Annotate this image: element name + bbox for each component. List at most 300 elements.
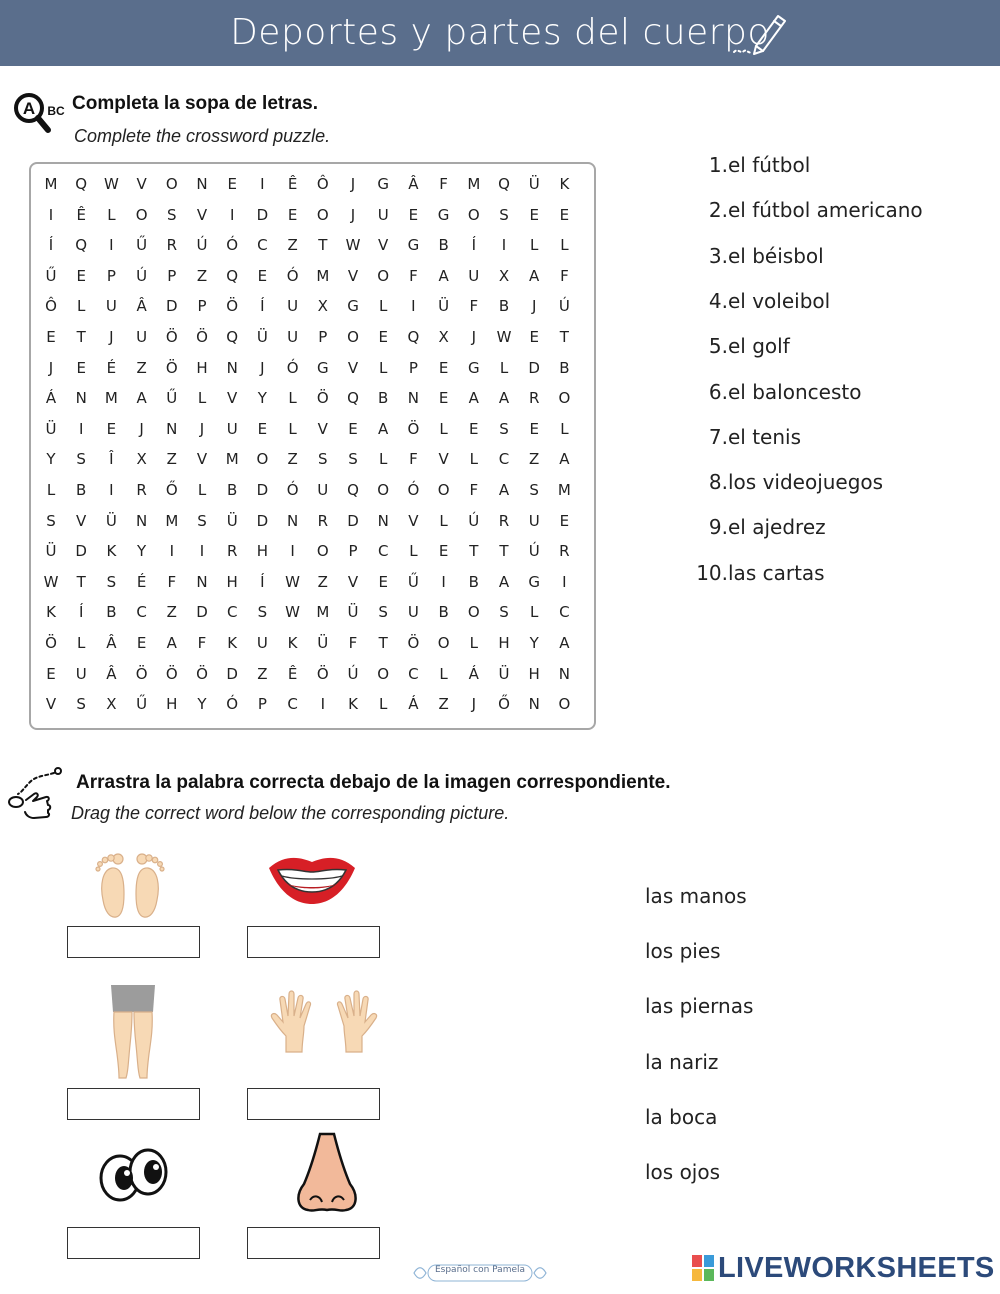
grid-letter[interactable]: F: [348, 634, 358, 652]
grid-letter[interactable]: E: [529, 328, 539, 346]
grid-letter[interactable]: F: [197, 634, 207, 652]
grid-letter[interactable]: Z: [166, 603, 177, 622]
grid-letter[interactable]: U: [226, 419, 238, 438]
grid-letter[interactable]: E: [559, 511, 570, 530]
grid-letter[interactable]: L: [560, 236, 569, 255]
answer-box-hands[interactable]: [247, 1088, 380, 1120]
grid-letter[interactable]: E: [438, 358, 449, 377]
grid-letter[interactable]: E: [469, 419, 479, 438]
grid-letter[interactable]: I: [501, 236, 507, 255]
grid-letter[interactable]: L: [379, 358, 388, 377]
grid-letter[interactable]: Ü: [438, 297, 450, 316]
grid-letter[interactable]: T: [469, 542, 479, 561]
grid-letter[interactable]: Í: [78, 603, 84, 622]
grid-letter[interactable]: Q: [75, 175, 88, 193]
grid-letter[interactable]: K: [348, 695, 358, 714]
grid-letter[interactable]: V: [136, 175, 147, 193]
grid-letter[interactable]: Ê: [76, 205, 86, 224]
grid-letter[interactable]: F: [409, 450, 418, 469]
grid-letter[interactable]: Ű: [407, 572, 419, 591]
grid-letter[interactable]: K: [559, 175, 570, 193]
grid-letter[interactable]: Ö: [165, 664, 178, 683]
grid-letter[interactable]: G: [377, 175, 389, 193]
grid-letter[interactable]: Ô: [45, 297, 57, 316]
grid-letter[interactable]: Ó: [226, 236, 239, 255]
grid-letter[interactable]: Â: [408, 175, 419, 193]
grid-letter[interactable]: D: [166, 297, 178, 316]
grid-letter[interactable]: Y: [529, 634, 539, 652]
grid-letter[interactable]: O: [316, 205, 329, 224]
grid-letter[interactable]: D: [196, 603, 208, 622]
grid-letter[interactable]: M: [467, 175, 481, 193]
grid-letter[interactable]: C: [408, 664, 419, 683]
grid-letter[interactable]: L: [197, 481, 207, 499]
grid-letter[interactable]: A: [438, 266, 449, 285]
grid-letter[interactable]: D: [256, 481, 269, 499]
grid-letter[interactable]: G: [437, 205, 450, 224]
grid-letter[interactable]: T: [76, 572, 86, 591]
grid-letter[interactable]: L: [379, 695, 388, 714]
grid-letter[interactable]: E: [529, 419, 539, 438]
grid-letter[interactable]: O: [558, 389, 571, 408]
grid-letter[interactable]: Ô: [316, 175, 329, 193]
grid-letter[interactable]: Â: [106, 634, 117, 652]
grid-letter[interactable]: Í: [48, 236, 54, 255]
grid-letter[interactable]: O: [165, 175, 178, 193]
grid-letter[interactable]: Z: [257, 664, 268, 683]
grid-letter[interactable]: W: [103, 175, 119, 193]
grid-letter[interactable]: H: [256, 542, 269, 561]
grid-letter[interactable]: Ú: [196, 236, 208, 255]
grid-letter[interactable]: C: [377, 542, 389, 561]
grid-letter[interactable]: T: [378, 634, 388, 652]
grid-letter[interactable]: I: [199, 542, 205, 561]
grid-letter[interactable]: R: [226, 542, 238, 561]
grid-letter[interactable]: B: [438, 603, 449, 622]
grid-letter[interactable]: P: [197, 297, 207, 316]
grid-letter[interactable]: V: [438, 450, 449, 469]
grid-letter[interactable]: A: [559, 634, 570, 652]
grid-letter[interactable]: D: [347, 511, 359, 530]
grid-letter[interactable]: C: [559, 603, 570, 622]
grid-letter[interactable]: Î: [109, 450, 114, 469]
grid-letter[interactable]: U: [468, 266, 480, 285]
grid-letter[interactable]: I: [260, 175, 265, 193]
draggable-word[interactable]: las manos: [645, 884, 747, 908]
grid-letter[interactable]: S: [529, 481, 539, 499]
grid-letter[interactable]: M: [44, 175, 58, 193]
grid-letter[interactable]: L: [107, 205, 116, 224]
grid-letter[interactable]: M: [104, 389, 118, 408]
grid-letter[interactable]: N: [528, 695, 540, 714]
grid-letter[interactable]: R: [136, 481, 147, 499]
grid-letter[interactable]: U: [105, 297, 117, 316]
grid-letter[interactable]: V: [408, 511, 419, 530]
grid-letter[interactable]: L: [439, 664, 448, 683]
grid-letter[interactable]: Á: [408, 695, 419, 714]
draggable-word[interactable]: los pies: [645, 939, 721, 964]
grid-letter[interactable]: B: [106, 603, 117, 622]
grid-letter[interactable]: Z: [136, 358, 147, 377]
grid-letter[interactable]: V: [347, 266, 359, 285]
draggable-word[interactable]: los ojos: [645, 1160, 721, 1184]
grid-letter[interactable]: Ö: [226, 297, 239, 316]
grid-letter[interactable]: Z: [438, 695, 449, 714]
grid-letter[interactable]: L: [197, 389, 207, 408]
grid-letter[interactable]: I: [48, 205, 54, 224]
grid-letter[interactable]: Ű: [166, 389, 178, 408]
grid-letter[interactable]: N: [75, 389, 87, 408]
grid-letter[interactable]: J: [199, 419, 205, 438]
grid-letter[interactable]: N: [226, 358, 238, 377]
grid-letter[interactable]: G: [528, 572, 540, 591]
grid-letter[interactable]: É: [106, 358, 117, 377]
grid-letter[interactable]: E: [378, 572, 388, 591]
grid-letter[interactable]: Z: [287, 236, 298, 255]
grid-letter[interactable]: E: [76, 358, 86, 377]
grid-letter[interactable]: B: [378, 389, 389, 408]
answer-box-legs[interactable]: [67, 1088, 200, 1120]
grid-letter[interactable]: Á: [45, 389, 57, 408]
grid-letter[interactable]: O: [558, 695, 571, 714]
grid-letter[interactable]: T: [318, 236, 328, 255]
grid-letter[interactable]: Ü: [45, 419, 57, 438]
grid-letter[interactable]: K: [106, 542, 117, 561]
grid-letter[interactable]: Ê: [287, 664, 298, 683]
grid-letter[interactable]: K: [227, 634, 238, 652]
grid-letter[interactable]: J: [109, 328, 114, 346]
grid-letter[interactable]: U: [75, 664, 87, 683]
grid-letter[interactable]: I: [562, 572, 567, 591]
grid-letter[interactable]: L: [560, 419, 569, 438]
grid-letter[interactable]: B: [468, 572, 479, 591]
grid-letter[interactable]: N: [166, 419, 178, 438]
grid-letter[interactable]: G: [316, 358, 329, 377]
grid-letter[interactable]: B: [76, 481, 87, 499]
grid-letter[interactable]: I: [229, 205, 235, 224]
grid-letter[interactable]: E: [438, 542, 449, 561]
grid-letter[interactable]: I: [320, 695, 326, 714]
grid-letter[interactable]: T: [559, 328, 569, 346]
grid-letter[interactable]: H: [226, 572, 238, 591]
grid-letter[interactable]: E: [46, 664, 56, 683]
grid-letter[interactable]: E: [136, 634, 147, 652]
grid-letter[interactable]: V: [196, 205, 208, 224]
grid-letter[interactable]: E: [559, 205, 570, 224]
grid-letter[interactable]: Â: [136, 297, 147, 316]
grid-letter[interactable]: C: [257, 236, 268, 255]
liveworksheets-logo[interactable]: [692, 1252, 995, 1286]
grid-letter[interactable]: A: [468, 389, 479, 408]
grid-letter[interactable]: E: [76, 266, 86, 285]
grid-letter[interactable]: Ü: [498, 664, 510, 683]
grid-letter[interactable]: P: [167, 266, 177, 285]
grid-letter[interactable]: U: [317, 481, 329, 499]
grid-letter[interactable]: B: [438, 236, 449, 255]
grid-letter[interactable]: I: [109, 236, 114, 255]
draggable-word[interactable]: las piernas: [645, 994, 754, 1019]
grid-letter[interactable]: F: [409, 266, 418, 285]
grid-letter[interactable]: O: [347, 328, 359, 346]
grid-letter[interactable]: R: [498, 511, 510, 530]
grid-letter[interactable]: L: [77, 634, 86, 652]
grid-letter[interactable]: C: [136, 603, 147, 622]
grid-letter[interactable]: M: [557, 481, 571, 499]
grid-letter[interactable]: Ê: [287, 175, 298, 193]
grid-letter[interactable]: C: [226, 603, 238, 622]
grid-letter[interactable]: Ó: [286, 266, 299, 285]
grid-letter[interactable]: Q: [226, 266, 239, 285]
grid-letter[interactable]: A: [529, 266, 540, 285]
grid-letter[interactable]: E: [529, 205, 539, 224]
grid-letter[interactable]: Z: [529, 450, 540, 469]
grid-letter[interactable]: V: [347, 572, 359, 591]
grid-letter[interactable]: H: [196, 358, 208, 377]
grid-letter[interactable]: E: [438, 389, 449, 408]
grid-letter[interactable]: Ü: [226, 511, 238, 530]
grid-letter[interactable]: Ü: [317, 634, 329, 652]
grid-letter[interactable]: U: [407, 603, 419, 622]
grid-letter[interactable]: E: [46, 328, 56, 346]
grid-letter[interactable]: L: [469, 450, 478, 469]
grid-letter[interactable]: S: [499, 205, 509, 224]
grid-letter[interactable]: L: [379, 450, 388, 469]
grid-letter[interactable]: J: [471, 695, 477, 714]
grid-letter[interactable]: S: [76, 450, 86, 469]
grid-letter[interactable]: V: [196, 450, 208, 469]
grid-letter[interactable]: Ó: [286, 358, 299, 377]
grid-letter[interactable]: U: [256, 634, 268, 652]
grid-letter[interactable]: W: [496, 328, 512, 346]
grid-letter[interactable]: M: [165, 511, 179, 530]
answer-box-mouth[interactable]: [247, 926, 380, 958]
grid-letter[interactable]: N: [286, 511, 299, 530]
grid-letter[interactable]: E: [408, 205, 419, 224]
grid-letter[interactable]: O: [467, 205, 480, 224]
grid-letter[interactable]: L: [77, 297, 86, 316]
grid-letter[interactable]: K: [287, 634, 298, 652]
grid-letter[interactable]: B: [227, 481, 238, 499]
grid-letter[interactable]: N: [135, 511, 148, 530]
grid-letter[interactable]: Ő: [498, 695, 510, 714]
grid-letter[interactable]: Ö: [196, 328, 208, 346]
grid-letter[interactable]: Y: [137, 542, 147, 561]
grid-letter[interactable]: A: [166, 634, 177, 652]
grid-letter[interactable]: L: [530, 236, 539, 255]
grid-letter[interactable]: O: [377, 664, 390, 683]
grid-letter[interactable]: Ö: [407, 419, 420, 438]
grid-letter[interactable]: U: [287, 328, 299, 346]
grid-letter[interactable]: I: [169, 542, 175, 561]
grid-letter[interactable]: B: [559, 358, 570, 377]
grid-letter[interactable]: S: [378, 603, 388, 622]
grid-letter[interactable]: X: [136, 450, 147, 469]
grid-letter[interactable]: Ó: [286, 481, 299, 499]
draggable-word[interactable]: la nariz: [645, 1049, 719, 1074]
grid-letter[interactable]: Â: [106, 664, 117, 683]
grid-letter[interactable]: G: [347, 297, 359, 316]
grid-letter[interactable]: X: [438, 328, 449, 346]
grid-letter[interactable]: Q: [347, 389, 359, 408]
grid-letter[interactable]: I: [411, 297, 416, 316]
grid-letter[interactable]: J: [260, 358, 265, 377]
grid-letter[interactable]: O: [467, 603, 480, 622]
grid-letter[interactable]: Z: [196, 266, 208, 285]
grid-letter[interactable]: Ú: [528, 542, 540, 561]
grid-letter[interactable]: O: [437, 634, 450, 652]
grid-letter[interactable]: Ő: [165, 481, 178, 499]
grid-letter[interactable]: Ö: [316, 389, 329, 408]
grid-letter[interactable]: F: [560, 266, 569, 285]
grid-letter[interactable]: Ó: [226, 695, 239, 714]
answer-box-feet[interactable]: [67, 926, 200, 958]
grid-letter[interactable]: I: [109, 481, 114, 499]
grid-letter[interactable]: L: [409, 542, 418, 561]
grid-letter[interactable]: L: [46, 481, 56, 499]
grid-letter[interactable]: J: [471, 328, 477, 346]
grid-letter[interactable]: L: [530, 603, 539, 622]
grid-letter[interactable]: P: [318, 328, 328, 346]
grid-letter[interactable]: N: [196, 572, 208, 591]
grid-letter[interactable]: O: [377, 481, 390, 499]
grid-letter[interactable]: Ü: [347, 603, 359, 622]
grid-letter[interactable]: X: [498, 266, 510, 285]
grid-letter[interactable]: J: [350, 205, 356, 224]
grid-letter[interactable]: K: [46, 603, 56, 622]
grid-letter[interactable]: R: [528, 389, 540, 408]
grid-letter[interactable]: Ú: [468, 511, 480, 530]
grid-letter[interactable]: J: [531, 297, 537, 316]
grid-letter[interactable]: E: [287, 205, 298, 224]
grid-letter[interactable]: C: [498, 450, 510, 469]
grid-letter[interactable]: E: [257, 266, 268, 285]
grid-letter[interactable]: N: [196, 175, 208, 193]
grid-letter[interactable]: Ú: [347, 664, 359, 683]
grid-letter[interactable]: R: [166, 236, 178, 255]
grid-letter[interactable]: S: [499, 603, 509, 622]
grid-letter[interactable]: D: [226, 664, 238, 683]
grid-letter[interactable]: Q: [75, 236, 88, 255]
grid-letter[interactable]: Ö: [407, 634, 420, 652]
grid-letter[interactable]: Z: [166, 450, 177, 469]
grid-letter[interactable]: N: [377, 511, 389, 530]
grid-letter[interactable]: P: [257, 695, 267, 714]
grid-letter[interactable]: Y: [257, 389, 267, 408]
grid-letter[interactable]: G: [467, 358, 480, 377]
grid-letter[interactable]: Ó: [407, 481, 420, 499]
grid-letter[interactable]: S: [106, 572, 117, 591]
draggable-word[interactable]: la boca: [645, 1104, 718, 1129]
grid-letter[interactable]: D: [528, 358, 540, 377]
grid-letter[interactable]: V: [45, 695, 57, 714]
grid-letter[interactable]: O: [437, 481, 450, 499]
grid-letter[interactable]: Ü: [256, 328, 268, 346]
grid-letter[interactable]: L: [288, 389, 297, 408]
grid-letter[interactable]: A: [378, 419, 389, 438]
grid-letter[interactable]: H: [166, 695, 178, 714]
grid-letter[interactable]: A: [498, 572, 510, 591]
grid-letter[interactable]: G: [407, 236, 420, 255]
grid-letter[interactable]: Z: [287, 450, 298, 469]
grid-letter[interactable]: U: [287, 297, 299, 316]
grid-letter[interactable]: L: [288, 419, 297, 438]
grid-letter[interactable]: Q: [498, 175, 510, 193]
grid-letter[interactable]: É: [136, 572, 147, 591]
grid-letter[interactable]: I: [290, 542, 295, 561]
grid-letter[interactable]: F: [167, 572, 177, 591]
grid-letter[interactable]: A: [498, 481, 510, 499]
grid-letter[interactable]: Ö: [165, 328, 178, 346]
grid-letter[interactable]: Ö: [135, 664, 148, 683]
grid-letter[interactable]: Ű: [136, 236, 148, 255]
grid-letter[interactable]: Q: [347, 481, 359, 499]
grid-letter[interactable]: S: [257, 603, 268, 622]
grid-letter[interactable]: W: [43, 572, 59, 591]
grid-letter[interactable]: B: [498, 297, 510, 316]
grid-letter[interactable]: X: [106, 695, 117, 714]
grid-letter[interactable]: X: [317, 297, 328, 316]
grid-letter[interactable]: Q: [226, 328, 239, 346]
grid-letter[interactable]: Ü: [45, 542, 57, 561]
grid-letter[interactable]: Q: [407, 328, 420, 346]
grid-letter[interactable]: P: [408, 358, 418, 377]
grid-letter[interactable]: Ü: [105, 511, 117, 530]
grid-letter[interactable]: W: [345, 236, 361, 255]
grid-letter[interactable]: I: [441, 572, 446, 591]
grid-letter[interactable]: A: [498, 389, 510, 408]
grid-letter[interactable]: Ú: [558, 297, 570, 316]
grid-letter[interactable]: Ö: [196, 664, 208, 683]
grid-letter[interactable]: E: [106, 419, 117, 438]
grid-letter[interactable]: T: [76, 328, 86, 346]
grid-letter[interactable]: Ö: [45, 634, 57, 652]
grid-letter[interactable]: R: [317, 511, 329, 530]
grid-letter[interactable]: S: [197, 511, 207, 530]
grid-letter[interactable]: D: [75, 542, 87, 561]
grid-letter[interactable]: S: [46, 511, 56, 530]
grid-letter[interactable]: W: [285, 603, 301, 622]
grid-letter[interactable]: I: [78, 419, 84, 438]
grid-letter[interactable]: S: [318, 450, 328, 469]
grid-letter[interactable]: V: [227, 389, 238, 408]
grid-letter[interactable]: P: [106, 266, 116, 285]
grid-letter[interactable]: C: [287, 695, 298, 714]
grid-letter[interactable]: M: [225, 450, 239, 469]
grid-letter[interactable]: N: [407, 389, 419, 408]
grid-letter[interactable]: A: [136, 389, 147, 408]
grid-letter[interactable]: V: [378, 236, 389, 255]
grid-letter[interactable]: P: [348, 542, 358, 561]
grid-letter[interactable]: Z: [317, 572, 328, 591]
grid-letter[interactable]: Ö: [165, 358, 178, 377]
grid-letter[interactable]: L: [439, 419, 448, 438]
grid-letter[interactable]: T: [499, 542, 509, 561]
grid-letter[interactable]: W: [285, 572, 301, 591]
grid-letter[interactable]: Í: [471, 236, 477, 255]
answer-box-eyes[interactable]: [67, 1227, 200, 1259]
grid-letter[interactable]: V: [317, 419, 328, 438]
grid-letter[interactable]: M: [316, 266, 330, 285]
grid-letter[interactable]: E: [378, 328, 388, 346]
grid-letter[interactable]: F: [469, 481, 479, 499]
grid-letter[interactable]: F: [439, 175, 448, 193]
grid-letter[interactable]: E: [257, 419, 268, 438]
grid-letter[interactable]: E: [227, 175, 237, 193]
grid-letter[interactable]: L: [379, 297, 388, 316]
grid-letter[interactable]: M: [316, 603, 330, 622]
grid-letter[interactable]: V: [347, 358, 359, 377]
grid-letter[interactable]: S: [348, 450, 358, 469]
